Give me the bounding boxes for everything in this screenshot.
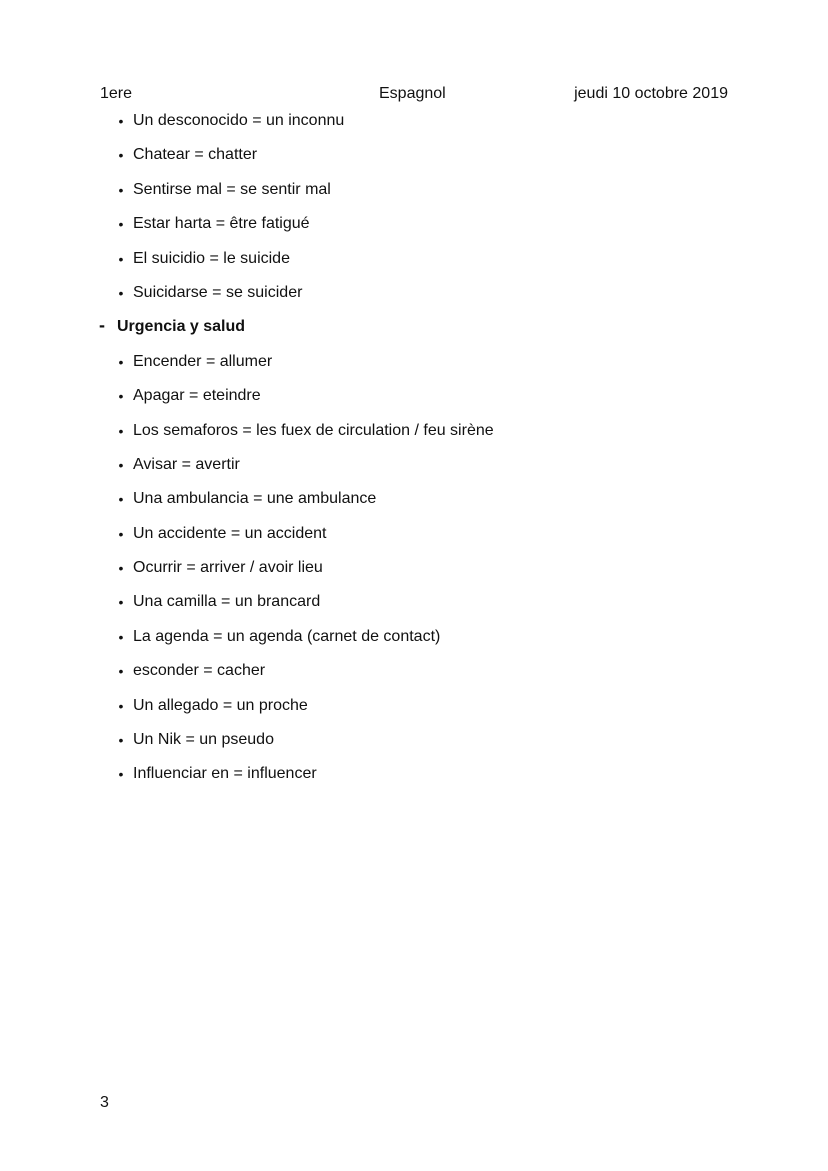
- bullet-icon: •: [118, 525, 124, 542]
- list-item: [0, 213, 828, 247]
- bullet-icon: •: [118, 181, 124, 198]
- list-item-text: Ocurrir = arriver / avoir lieu: [133, 559, 323, 577]
- bullet-icon: •: [118, 422, 124, 439]
- bullet-icon: •: [118, 663, 124, 680]
- bullet-icon: •: [118, 732, 124, 749]
- list-item-text: Un Nik = un pseudo: [133, 731, 274, 749]
- bullet-icon: •: [118, 216, 124, 233]
- list-item: [0, 282, 828, 316]
- page-number: 3: [100, 1094, 109, 1111]
- list-item-text: Una camilla = un brancard: [133, 593, 321, 611]
- list-item-text: Chatear = chatter: [133, 146, 258, 164]
- list-item-text: esconder = cacher: [133, 662, 266, 680]
- bullet-icon: •: [118, 388, 124, 405]
- list-item-text: Estar harta = être fatigué: [133, 215, 310, 233]
- bullet-icon: •: [118, 353, 124, 370]
- list-item-text: Apagar = eteindre: [133, 387, 261, 405]
- list-item: [0, 144, 828, 178]
- list-item-text: Avisar = avertir: [133, 455, 240, 473]
- list-item: [0, 420, 828, 454]
- bullet-icon: •: [118, 113, 124, 129]
- list-item-text: Una ambulancia = une ambulance: [133, 490, 377, 508]
- bullet-icon: •: [118, 250, 124, 267]
- header-date-label: jeudi 10 octobre 2019: [574, 85, 728, 102]
- list-item: [0, 454, 828, 488]
- section-heading: [0, 316, 828, 350]
- bullet-icon: •: [118, 628, 124, 645]
- list-item-text: Un allegado = un proche: [133, 696, 308, 714]
- list-item-text: Un accidente = un accident: [133, 524, 327, 542]
- bullet-icon: •: [118, 766, 124, 783]
- bullet-icon: •: [118, 147, 124, 164]
- list-item-text: La agenda = un agenda (carnet de contact): [133, 627, 441, 645]
- bullet-icon: •: [118, 594, 124, 611]
- section-title: Urgencia y salud: [117, 318, 246, 336]
- bullet-icon: •: [118, 284, 124, 301]
- bullet-icon: •: [118, 560, 124, 577]
- list-item: [0, 557, 828, 591]
- list-item: [0, 660, 828, 694]
- list-item: [0, 248, 828, 282]
- vocabulary-list-2: [0, 351, 828, 798]
- list-item: [0, 385, 828, 419]
- bullet-icon: •: [118, 697, 124, 714]
- header-class-label: 1ere: [100, 85, 133, 102]
- list-item: [0, 729, 828, 763]
- list-item-text: Un desconocido = un inconnu: [133, 112, 345, 129]
- list-item: [0, 110, 828, 144]
- list-item-text: El suicidio = le suicide: [133, 249, 290, 267]
- list-item: [0, 695, 828, 729]
- list-item-text: Sentirse mal = se sentir mal: [133, 180, 331, 198]
- list-item-text: Suicidarse = se suicider: [133, 283, 303, 301]
- header-subject-label: Espagnol: [379, 85, 446, 102]
- list-item: [0, 523, 828, 557]
- list-item: [0, 488, 828, 522]
- list-item-text: Los semaforos = les fuex de circulation / feu sirène: [133, 421, 494, 439]
- list-item: [0, 626, 828, 660]
- bullet-icon: •: [118, 491, 124, 508]
- list-item: [0, 763, 828, 797]
- list-item: [0, 351, 828, 385]
- document-body: [0, 110, 828, 798]
- dash-icon: -: [99, 315, 105, 336]
- list-item: [0, 179, 828, 213]
- page-header: [0, 84, 828, 104]
- list-item-text: Influenciar en = influencer: [133, 765, 317, 783]
- bullet-icon: •: [118, 456, 124, 473]
- list-item-text: Encender = allumer: [133, 352, 273, 370]
- vocabulary-list-1: [0, 110, 828, 316]
- list-item: [0, 591, 828, 625]
